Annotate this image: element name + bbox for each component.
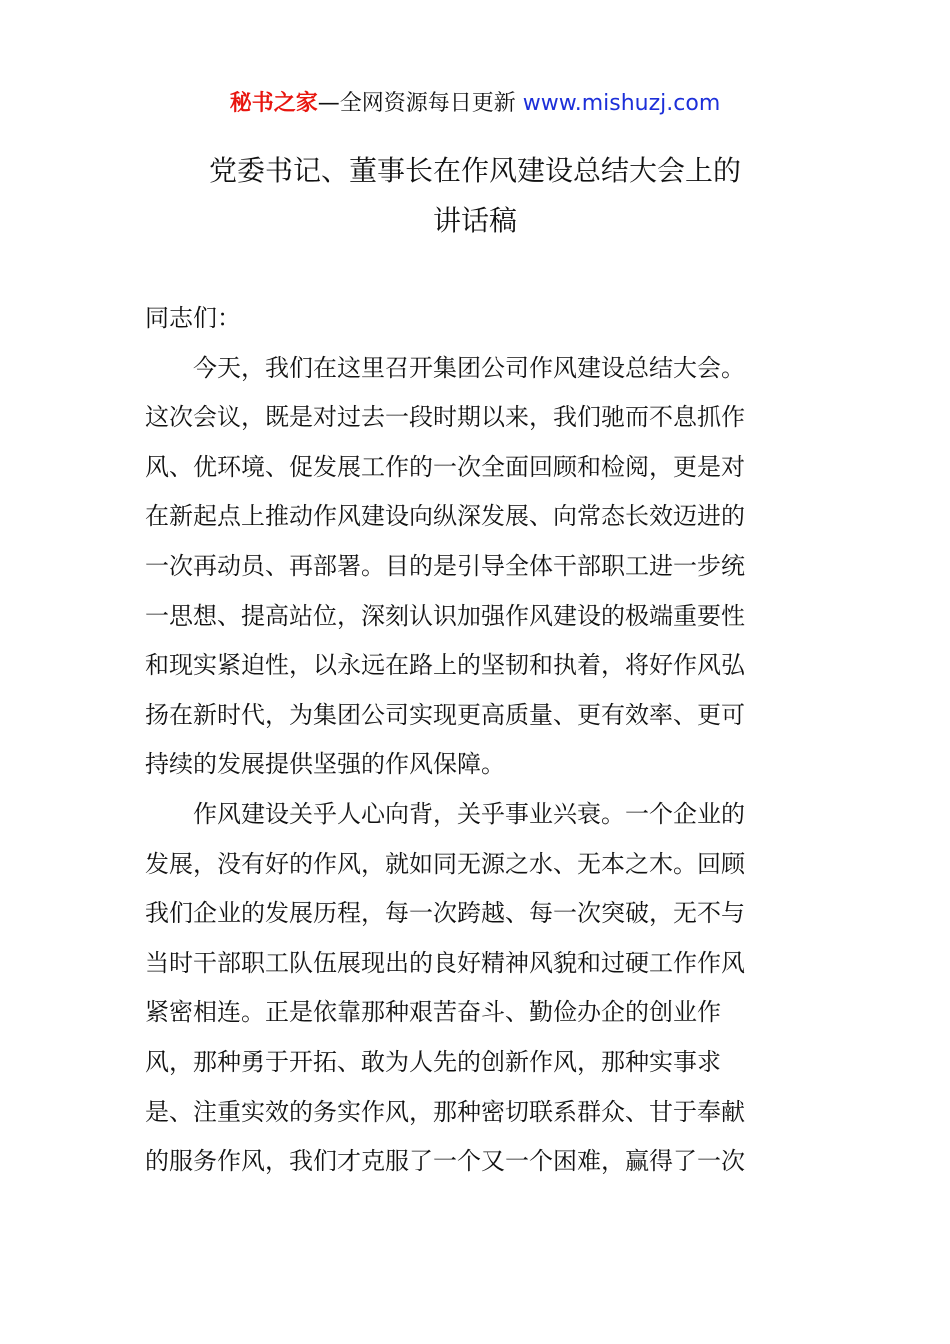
text-line: 这次会议，既是对过去一段时期以来，我们驰而不息抓作 — [145, 403, 745, 432]
text-line: 扬在新时代，为集团公司实现更高质量、更有效率、更可 — [145, 700, 745, 729]
site-header — [0, 86, 950, 122]
text-line: 紧密相连。正是依靠那种艰苦奋斗、勤俭办企的创业作 — [145, 998, 721, 1027]
salutation: 同志们： — [145, 304, 241, 332]
text-line: 一次再动员、再部署。目的是引导全体干部职工进一步统 — [145, 551, 745, 580]
text-line: 在新起点上推动作风建设向纵深发展、向常态长效迈进的 — [145, 502, 745, 531]
text-line: 和现实紧迫性，以永远在路上的坚韧和执着，将好作风弘 — [145, 651, 745, 680]
header-tagline: —全网资源每日更新 — [317, 91, 516, 116]
text-line: 风、优环境、促发展工作的一次全面回顾和检阅，更是对 — [145, 452, 745, 481]
paragraph-1 — [145, 344, 810, 790]
site-url-link[interactable]: www.mishuzj.com — [522, 91, 721, 116]
title-line: 党委书记、董事长在作风建设总结大会上的 — [208, 154, 741, 187]
text-line: 是、注重实效的务实作风，那种密切联系群众、甘于奉献 — [145, 1097, 745, 1126]
paragraph-2 — [145, 790, 810, 1187]
text-line: 我们企业的发展历程，每一次跨越、每一次突破，无不与 — [145, 899, 745, 928]
text-line: 作风建设关乎人心向背，关乎事业兴衰。一个企业的 — [193, 799, 745, 828]
brand-name: 秘书之家 — [229, 91, 318, 116]
text-line: 一思想、提高站位，深刻认识加强作风建设的极端重要性 — [145, 601, 745, 630]
document-title — [60, 146, 890, 246]
text-line: 风，那种勇于开拓、敢为人先的创新作风，那种实事求 — [145, 1047, 721, 1076]
text-line: 持续的发展提供坚强的作风保障。 — [145, 750, 505, 779]
text-line: 当时干部职工队伍展现出的良好精神风貌和过硬工作作风 — [145, 948, 745, 977]
text-line: 发展，没有好的作风，就如同无源之水、无本之木。回顾 — [145, 849, 745, 878]
speech-body — [145, 294, 810, 1187]
title-line: 讲话稿 — [432, 204, 517, 237]
text-line: 今天，我们在这里召开集团公司作风建设总结大会。 — [193, 353, 745, 382]
text-line: 的服务作风，我们才克服了一个又一个困难，赢得了一次 — [145, 1147, 745, 1176]
